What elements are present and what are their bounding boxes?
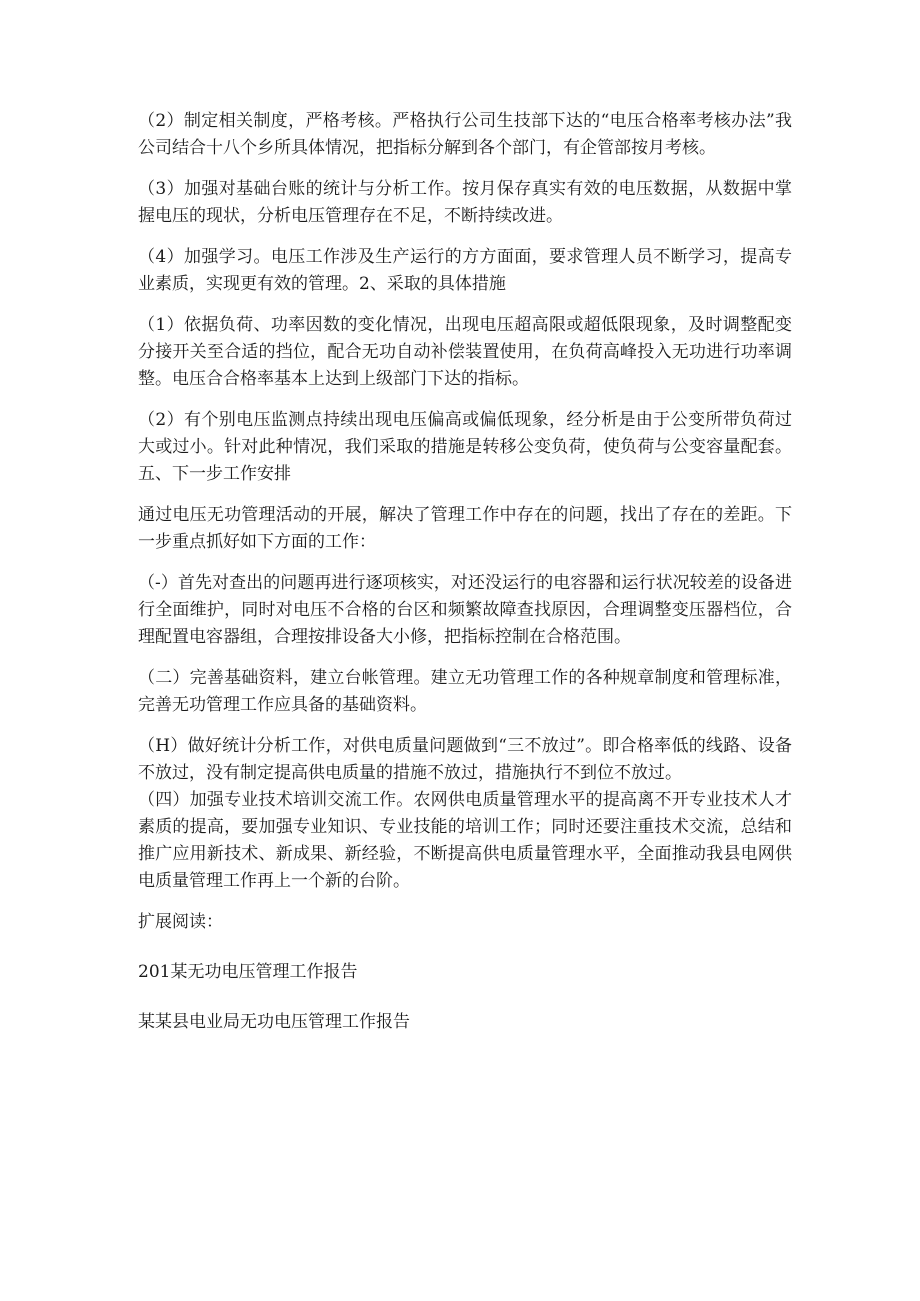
document-body [138,108,792,1059]
paragraph-3: （3）加强对基础台账的统计与分析工作。按月保存真实有效的电压数据，从数据中掌握电压的现状，分析电压管理存在不足，不断持续改进。 [138,179,792,226]
related-link-2[interactable]: 某某县电业局无功电压管理工作报告 [138,1012,410,1032]
next-steps-intro: 通过电压无功管理活动的开展，解决了管理工作中存在的问题，找出了存在的差距。下一步重点抓好如下方面的工作： [138,505,792,552]
paragraph-4: （4）加强学习。电压工作涉及生产运行的方方面面，要求管理人员不断学习，提高专业素质，实现更有效的管理。2、采取的具体措施 [138,247,792,294]
paragraph-2: （2）制定相关制度，严格考核。严格执行公司生技部下达的“电压合格率考核办法”我公司结合十八个乡所具体情况，把指标分解到各个部门，有企管部按月考核。 [138,111,792,158]
next-step-1: （-）首先对查出的问题再进行逐项核实，对还没运行的电容器和运行状况较差的设备进行全面维护，同时对电压不合格的台区和频繁故障查找原因，合理调整变压器档位，合理配置电容器组，合理按排设备大小修，把指标控制在合格范围。 [138,573,792,647]
extended-reading-label: 扩展阅读： [138,912,223,932]
next-step-2: （二）完善基础资料，建立台帐管理。建立无功管理工作的各种规章制度和管理标准，完善无功管理工作应具备的基础资料。 [138,668,792,715]
next-step-3: （H）做好统计分析工作，对供电质量问题做到“三不放过”。即合格率低的线路、设备不放过，没有制定提高供电质量的措施不放过，措施执行不到位不放过。 [138,736,792,783]
measure-2: （2）有个别电压监测点持续出现电压偏高或偏低现象，经分析是由于公变所带负荷过大或过小。针对此种情况，我们采取的措施是转移公变负荷，使负荷与公变容量配套。五、下一步工作安排 [138,410,792,484]
related-link-1[interactable]: 201某无功电压管理工作报告 [138,962,358,982]
measure-1: （1）依据负荷、功率因数的变化情况，出现电压超高限或超低限现象，及时调整配变分接开关至合适的挡位，配合无功自动补偿装置使用，在负荷高峰投入无功进行功率调整。电压合合格率基本上达到上级部门下达的指标。 [138,315,792,389]
next-step-4: （四）加强专业技术培训交流工作。农网供电质量管理水平的提高离不开专业技术人才素质的提高，要加强专业知识、专业技能的培训工作；同时还要注重技术交流，总结和推广应用新技术、新成果、新经验，不断提高供电质量管理水平，全面推动我县电网供电质量管理工作再上一个新的台阶。 [138,790,792,891]
